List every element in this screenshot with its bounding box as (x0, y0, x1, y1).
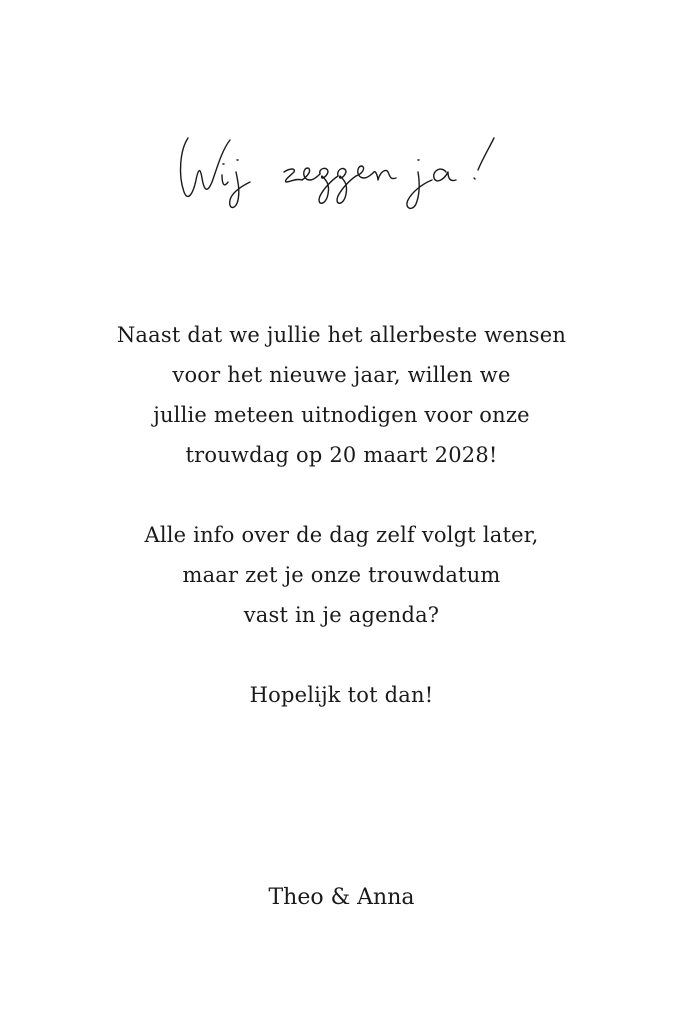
paragraph-line: maar zet je onze trouwdatum (182, 563, 501, 587)
paragraph-line: jullie meteen uitnodigen voor onze (153, 403, 530, 427)
paragraph-line: Alle info over de dag zelf volgt later, (144, 523, 539, 547)
invitation-paragraph (0, 315, 683, 475)
paragraph-line: Hopelijk tot dan! (249, 683, 434, 707)
script-title-lettering (160, 120, 523, 220)
paragraph-line: voor het nieuwe jaar, willen we (172, 363, 511, 387)
script-title (160, 120, 523, 220)
info-paragraph (0, 515, 683, 635)
paragraph-line: Naast dat we jullie het allerbeste wensen (116, 323, 567, 347)
closing-paragraph (0, 675, 683, 715)
paragraph-line: vast in je agenda? (243, 603, 440, 627)
signature-names: Theo & Anna (268, 885, 415, 910)
paragraph-line: trouwdag op 20 maart 2028! (185, 443, 498, 467)
